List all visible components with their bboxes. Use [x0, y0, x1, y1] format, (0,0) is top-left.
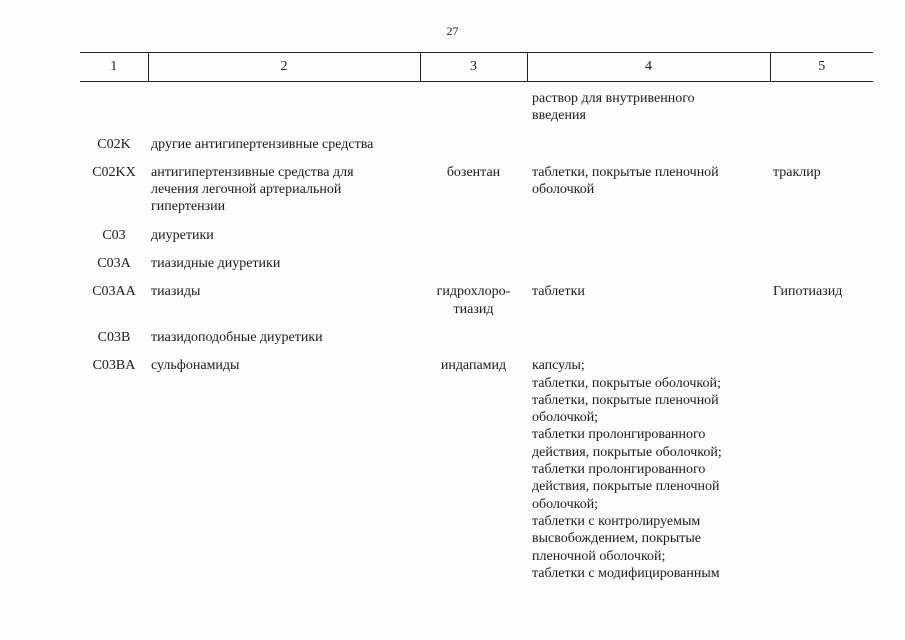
inn-cell: индапамид	[440, 358, 507, 374]
table-row	[80, 164, 873, 227]
header-col-5: 5	[770, 53, 873, 82]
inn-cell: бозентан	[446, 164, 501, 180]
group-name-cell: диуретики	[151, 227, 214, 243]
atc-code-cell: C02KX	[92, 164, 136, 180]
table-row	[80, 136, 873, 164]
inn-cell	[420, 329, 527, 357]
header-col-3: 3	[420, 53, 527, 82]
table-row	[80, 357, 873, 593]
group-name-cell: тиазидные диуретики	[151, 256, 281, 272]
trade-name-cell: траклир	[773, 164, 821, 180]
header-col-1: 1	[80, 53, 148, 82]
table-row	[80, 227, 873, 255]
header-col-4: 4	[527, 53, 770, 82]
table-row	[80, 329, 873, 357]
trade-name-cell	[770, 136, 873, 164]
dosage-form-cell: раствор для внутривенного введения	[532, 91, 695, 124]
atc-code-cell: C02K	[97, 136, 131, 152]
trade-name-cell	[770, 82, 873, 136]
dosage-form-cell	[527, 255, 770, 283]
header-col-2: 2	[148, 53, 420, 82]
table-row	[80, 255, 873, 283]
trade-name-cell	[770, 357, 873, 593]
dosage-form-cell	[527, 227, 770, 255]
group-name-cell	[148, 82, 420, 136]
dosage-form-cell: таблетки, покрытые пленочной оболочкой	[532, 164, 719, 198]
table-body	[80, 82, 873, 594]
atc-code-cell: C03A	[97, 256, 131, 272]
group-name-cell: антигипертензивные средства для лечения легочной артериальной гипертензии	[151, 164, 354, 215]
inn-cell	[420, 136, 527, 164]
dosage-form-cell	[527, 329, 770, 357]
dosage-form-cell: таблетки	[532, 284, 585, 300]
table-row	[80, 283, 873, 329]
atc-code-cell: C03BA	[92, 358, 136, 374]
inn-cell	[420, 82, 527, 136]
drug-table	[80, 52, 873, 593]
group-name-cell: тиазиды	[151, 284, 201, 300]
trade-name-cell	[770, 227, 873, 255]
atc-code-cell: C03	[102, 227, 126, 243]
group-name-cell: сульфонамиды	[151, 358, 240, 374]
trade-name-cell: Гипотиазид	[773, 284, 843, 300]
atc-code-cell: C03AA	[92, 284, 136, 300]
page-number: 27	[446, 24, 459, 38]
dosage-form-cell	[527, 136, 770, 164]
group-name-cell: другие антигипертензивные средства	[151, 136, 374, 152]
inn-cell	[420, 227, 527, 255]
table-header	[80, 53, 873, 82]
trade-name-cell	[770, 255, 873, 283]
group-name-cell: тиазидоподобные диуретики	[151, 329, 323, 345]
table-row	[80, 82, 873, 136]
dosage-form-cell: капсулы; таблетки, покрытые оболочкой; таблетки, покрытые пленочной оболочкой; таблетки пролонгированного действия, покрытые оболочкой; таблетки пролонгированного действия, покрытые пленочной оболочкой; таблетки с контролируемым высвобождением, покрытые пленочной оболочкой; таблетки с модифицированным	[532, 358, 722, 581]
trade-name-cell	[770, 329, 873, 357]
inn-cell: гидрохлоро- тиазид	[436, 284, 511, 317]
atc-code-cell: C03B	[97, 329, 131, 345]
inn-cell	[420, 255, 527, 283]
atc-code-cell	[80, 82, 148, 136]
